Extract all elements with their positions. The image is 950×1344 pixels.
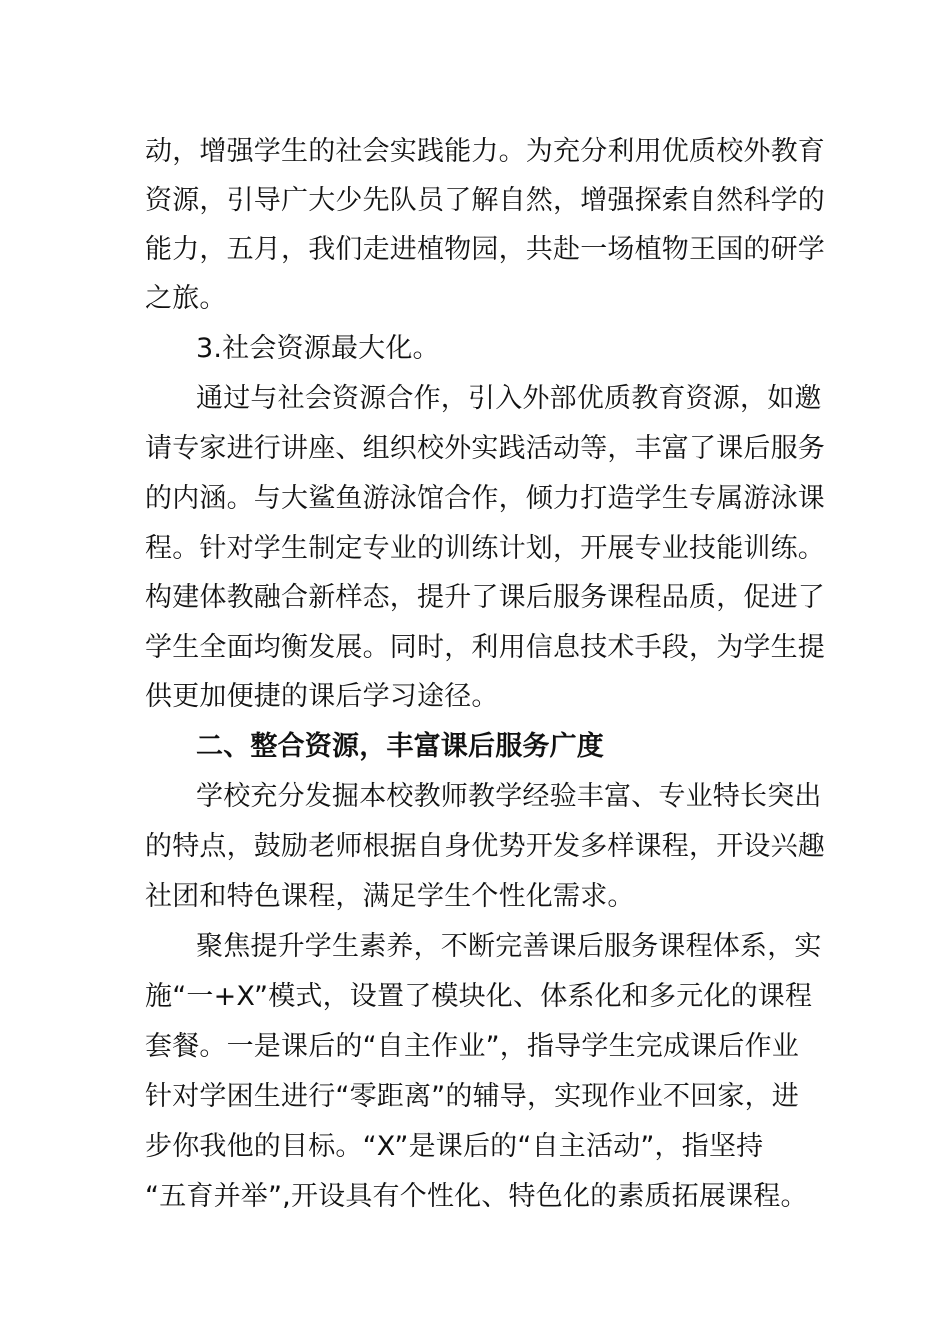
paragraph-line: 步你我他的目标。“X”是课后的“自主活动”，指坚持: [145, 1131, 764, 1162]
paragraph-line: 社团和特色课程，满足学生个性化需求。: [145, 881, 635, 912]
section-heading: 二、整合资源，丰富课后服务广度: [196, 731, 604, 762]
paragraph-line: 程。针对学生制定专业的训练计划，开展专业技能训练。: [145, 533, 825, 564]
paragraph-line: 套餐。一是课后的“自主作业”，指导学生完成课后作业: [145, 1031, 799, 1062]
paragraph-line: 的内涵。与大鲨鱼游泳馆合作，倾力打造学生专属游泳课: [145, 483, 825, 514]
paragraph-line: 之旅。: [145, 283, 227, 314]
paragraph-line: 能力，五月，我们走进植物园，共赴一场植物王国的研学: [145, 234, 825, 265]
paragraph-line: “五育并举”,开设具有个性化、特色化的素质拓展课程。: [145, 1181, 808, 1212]
paragraph-line: 聚焦提升学生素养，不断完善课后服务课程体系，实: [196, 931, 822, 962]
paragraph-line: 请专家进行讲座、组织校外实践活动等，丰富了课后服务: [145, 433, 825, 464]
paragraph-line: 资源，引导广大少先队员了解自然，增强探索自然科学的: [145, 185, 825, 216]
paragraph-line: 动，增强学生的社会实践能力。为充分利用优质校外教育: [145, 136, 825, 167]
paragraph-line: 供更加便捷的课后学习途径。: [145, 681, 499, 712]
paragraph-line: 学生全面均衡发展。同时，利用信息技术手段，为学生提: [145, 632, 825, 663]
paragraph-line: 针对学困生进行“零距离”的辅导，实现作业不回家，进: [145, 1081, 799, 1112]
paragraph-line: 构建体教融合新样态，提升了课后服务课程品质，促进了: [145, 582, 825, 613]
paragraph-line: 的特点，鼓励老师根据自身优势开发多样课程，开设兴趣: [145, 831, 825, 862]
subsection-heading: 3.社会资源最大化。: [196, 333, 440, 364]
paragraph-line: 通过与社会资源合作，引入外部优质教育资源，如邀: [196, 383, 822, 414]
paragraph-line: 施“一+X”模式，设置了模块化、体系化和多元化的课程: [145, 981, 813, 1012]
paragraph-line: 学校充分发掘本校教师教学经验丰富、专业特长突出: [196, 781, 822, 812]
